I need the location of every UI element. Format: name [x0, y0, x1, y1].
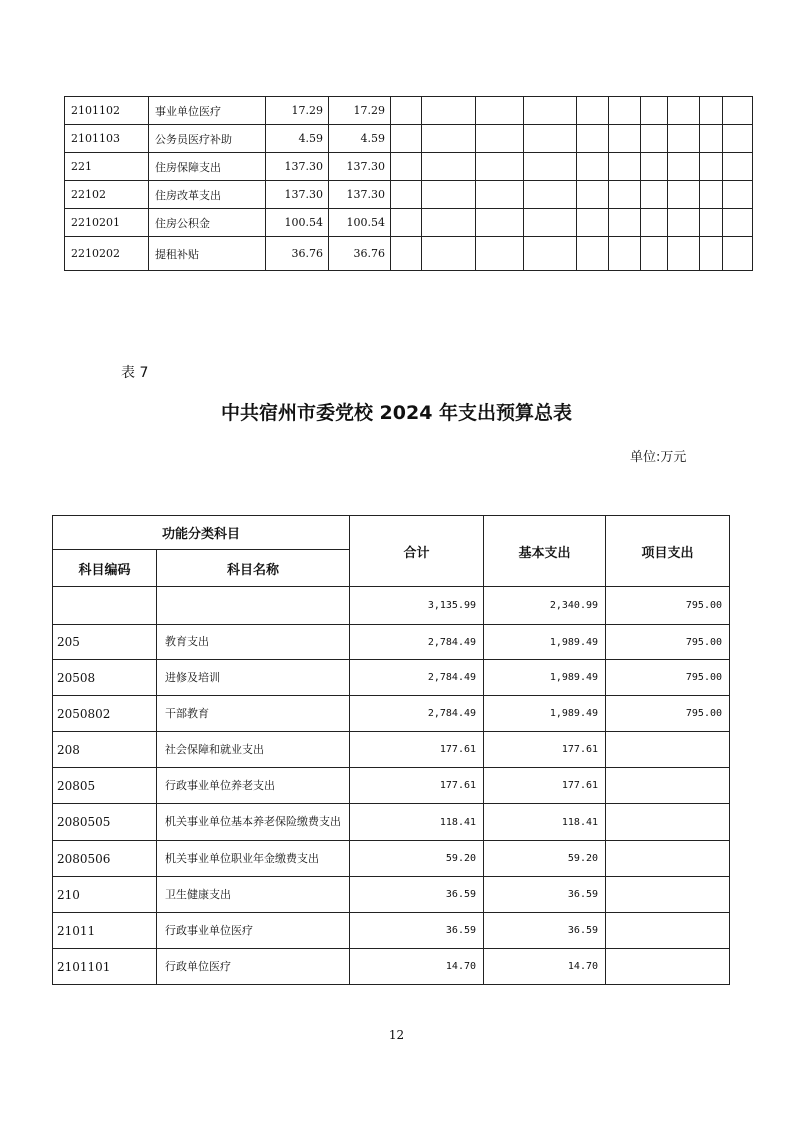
table-row [53, 732, 730, 768]
empty-cell [524, 181, 577, 209]
empty-cell [609, 153, 641, 181]
empty-cell [700, 181, 723, 209]
basic-cell: 1,989.49 [484, 625, 606, 660]
header-code: 科目编码 [53, 550, 157, 587]
empty-cell [476, 125, 524, 153]
table-row [53, 625, 730, 660]
table-row [65, 153, 753, 181]
empty-cell [641, 125, 668, 153]
basic-cell: 14.70 [484, 949, 606, 985]
name-cell: 住房保障支出 [149, 153, 266, 181]
empty-cell [668, 209, 700, 237]
empty-cell [476, 181, 524, 209]
total-cell: 137.30 [266, 153, 329, 181]
empty-cell [391, 209, 422, 237]
empty-cell [524, 97, 577, 125]
total-cell: 177.61 [350, 768, 484, 804]
empty-cell [609, 237, 641, 271]
basic-cell: 177.61 [484, 732, 606, 768]
code-cell: 21011 [53, 913, 157, 949]
table-row [53, 804, 730, 841]
basic-cell: 1,989.49 [484, 660, 606, 696]
empty-cell [723, 237, 753, 271]
empty-cell [391, 153, 422, 181]
empty-cell [700, 153, 723, 181]
empty-cell [476, 153, 524, 181]
name-cell: 社会保障和就业支出 [157, 732, 350, 768]
name-cell: 机关事业单位职业年金缴费支出 [157, 841, 350, 877]
basic-cell: 100.54 [329, 209, 391, 237]
basic-cell: 36.76 [329, 237, 391, 271]
empty-cell [609, 209, 641, 237]
empty-cell [723, 181, 753, 209]
table-row [53, 841, 730, 877]
empty-cell [668, 153, 700, 181]
table-row [65, 237, 753, 271]
empty-cell [422, 125, 476, 153]
total-cell: 4.59 [266, 125, 329, 153]
code-cell: 2101101 [53, 949, 157, 985]
empty-cell [422, 181, 476, 209]
table-row [65, 209, 753, 237]
code-cell: 210 [53, 877, 157, 913]
empty-cell [668, 181, 700, 209]
project-cell [606, 732, 730, 768]
code-cell: 208 [53, 732, 157, 768]
code-cell: 2101102 [65, 97, 149, 125]
project-cell [606, 913, 730, 949]
table-row [53, 913, 730, 949]
total-cell: 14.70 [350, 949, 484, 985]
name-cell: 公务员医疗补助 [149, 125, 266, 153]
total-cell: 118.41 [350, 804, 484, 841]
basic-cell: 4.59 [329, 125, 391, 153]
total-cell: 17.29 [266, 97, 329, 125]
empty-cell [391, 237, 422, 271]
table-row [53, 696, 730, 732]
name-cell: 机关事业单位基本养老保险缴费支出 [157, 804, 350, 841]
code-cell: 2210201 [65, 209, 149, 237]
name-cell: 干部教育 [157, 696, 350, 732]
empty-cell [609, 125, 641, 153]
table-row [53, 587, 730, 625]
empty-cell [524, 237, 577, 271]
empty-cell [577, 125, 609, 153]
code-cell: 22102 [65, 181, 149, 209]
name-cell: 行政事业单位医疗 [157, 913, 350, 949]
name-cell: 住房公积金 [149, 209, 266, 237]
header-basic: 基本支出 [484, 516, 606, 587]
table-row [65, 125, 753, 153]
empty-cell [422, 237, 476, 271]
basic-cell: 59.20 [484, 841, 606, 877]
name-cell: 教育支出 [157, 625, 350, 660]
total-cell: 59.20 [350, 841, 484, 877]
project-cell: 795.00 [606, 660, 730, 696]
empty-cell [422, 153, 476, 181]
total-cell: 2,784.49 [350, 696, 484, 732]
empty-cell [577, 237, 609, 271]
basic-cell: 2,340.99 [484, 587, 606, 625]
table-row [53, 949, 730, 985]
total-cell: 100.54 [266, 209, 329, 237]
name-cell: 行政单位医疗 [157, 949, 350, 985]
empty-cell [700, 237, 723, 271]
project-cell [606, 841, 730, 877]
empty-cell [641, 153, 668, 181]
code-cell [53, 587, 157, 625]
basic-cell: 36.59 [484, 877, 606, 913]
code-cell: 2080506 [53, 841, 157, 877]
name-cell: 提租补贴 [149, 237, 266, 271]
empty-cell [524, 153, 577, 181]
basic-cell: 118.41 [484, 804, 606, 841]
name-cell: 进修及培训 [157, 660, 350, 696]
empty-cell [422, 209, 476, 237]
empty-cell [577, 209, 609, 237]
total-cell: 36.59 [350, 877, 484, 913]
project-cell: 795.00 [606, 587, 730, 625]
empty-cell [723, 153, 753, 181]
empty-cell [524, 125, 577, 153]
code-cell: 2080505 [53, 804, 157, 841]
empty-cell [668, 125, 700, 153]
empty-cell [700, 97, 723, 125]
empty-cell [391, 181, 422, 209]
empty-cell [700, 125, 723, 153]
basic-cell: 17.29 [329, 97, 391, 125]
basic-cell: 177.61 [484, 768, 606, 804]
empty-cell [668, 237, 700, 271]
code-cell: 20805 [53, 768, 157, 804]
empty-cell [476, 237, 524, 271]
page-number: 12 [388, 1028, 405, 1042]
header-category: 功能分类科目 [53, 516, 350, 550]
code-cell: 221 [65, 153, 149, 181]
name-cell: 事业单位医疗 [149, 97, 266, 125]
empty-cell [641, 97, 668, 125]
table-row [53, 768, 730, 804]
project-cell [606, 768, 730, 804]
table-row [65, 181, 753, 209]
empty-cell [609, 181, 641, 209]
empty-cell [641, 181, 668, 209]
empty-cell [723, 97, 753, 125]
code-cell: 2101103 [65, 125, 149, 153]
table-number-label: 表 7 [121, 365, 149, 381]
empty-cell [476, 209, 524, 237]
project-cell: 795.00 [606, 625, 730, 660]
continuation-table [64, 96, 753, 271]
table-row [53, 877, 730, 913]
header-project: 项目支出 [606, 516, 730, 587]
empty-cell [476, 97, 524, 125]
code-cell: 20508 [53, 660, 157, 696]
total-cell: 177.61 [350, 732, 484, 768]
empty-cell [641, 209, 668, 237]
project-cell: 795.00 [606, 696, 730, 732]
total-cell: 2,784.49 [350, 660, 484, 696]
basic-cell: 137.30 [329, 153, 391, 181]
empty-cell [723, 125, 753, 153]
unit-label: 单位:万元 [630, 450, 687, 465]
basic-cell: 1,989.49 [484, 696, 606, 732]
project-cell [606, 877, 730, 913]
code-cell: 2210202 [65, 237, 149, 271]
table-row [53, 660, 730, 696]
empty-cell [723, 209, 753, 237]
empty-cell [524, 209, 577, 237]
empty-cell [577, 97, 609, 125]
basic-cell: 36.59 [484, 913, 606, 949]
total-cell: 2,784.49 [350, 625, 484, 660]
empty-cell [391, 97, 422, 125]
empty-cell [700, 209, 723, 237]
header-total: 合计 [350, 516, 484, 587]
total-cell: 3,135.99 [350, 587, 484, 625]
empty-cell [422, 97, 476, 125]
header-name: 科目名称 [157, 550, 350, 587]
empty-cell [609, 97, 641, 125]
name-cell: 住房改革支出 [149, 181, 266, 209]
empty-cell [641, 237, 668, 271]
empty-cell [577, 181, 609, 209]
total-cell: 36.76 [266, 237, 329, 271]
basic-cell: 137.30 [329, 181, 391, 209]
table-row [65, 97, 753, 125]
name-cell: 行政事业单位养老支出 [157, 768, 350, 804]
name-cell: 卫生健康支出 [157, 877, 350, 913]
empty-cell [577, 153, 609, 181]
empty-cell [391, 125, 422, 153]
project-cell [606, 949, 730, 985]
expenditure-budget-table [52, 515, 730, 985]
code-cell: 2050802 [53, 696, 157, 732]
code-cell: 205 [53, 625, 157, 660]
project-cell [606, 804, 730, 841]
document-title: 中共宿州市委党校 2024 年支出预算总表 [220, 402, 573, 424]
name-cell [157, 587, 350, 625]
total-cell: 36.59 [350, 913, 484, 949]
total-cell: 137.30 [266, 181, 329, 209]
empty-cell [668, 97, 700, 125]
